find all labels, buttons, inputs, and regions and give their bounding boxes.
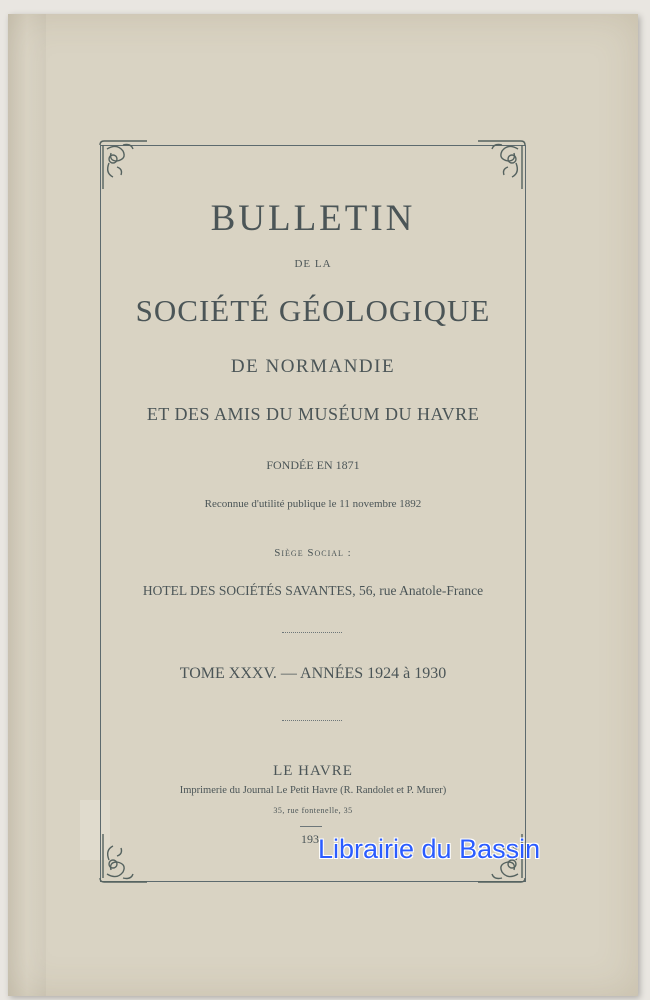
spine-fold xyxy=(8,14,46,996)
corner-ornament-icon xyxy=(95,137,151,193)
seat-address: HOTEL DES SOCIÉTÉS SAVANTES, 56, rue Anatole-France xyxy=(142,583,484,598)
friends-line: ET DES AMIS DU MUSÉUM DU HAVRE xyxy=(146,404,480,424)
cover-de-la: DE LA xyxy=(294,258,332,270)
publication-year: 193 xyxy=(301,832,319,846)
region-name: DE NORMANDIE xyxy=(230,356,396,377)
divider xyxy=(300,826,322,827)
society-name: SOCIÉTÉ GÉOLOGIQUE xyxy=(135,293,491,328)
volume-line: TOME XXXV. — ANNÉES 1924 à 1930 xyxy=(179,665,447,682)
divider xyxy=(282,632,342,633)
founded-line: FONDÉE EN 1871 xyxy=(266,458,360,472)
printer-street: 35, rue fontenelle, 35 xyxy=(273,806,353,815)
cover-title: BULLETIN xyxy=(210,198,416,239)
corner-ornament-icon xyxy=(95,830,151,886)
divider xyxy=(282,720,342,721)
seller-watermark: Librairie du Bassin xyxy=(318,834,541,864)
city-line: LE HAVRE xyxy=(273,763,353,779)
seat-label: Siège Social : xyxy=(274,547,352,559)
corner-ornament-icon xyxy=(474,137,530,193)
recognition-line: Reconnue d'utilité publique le 11 novembre 1892 xyxy=(204,498,422,510)
printer-line: Imprimerie du Journal Le Petit Havre (R. Randolet et P. Murer) xyxy=(179,785,447,796)
